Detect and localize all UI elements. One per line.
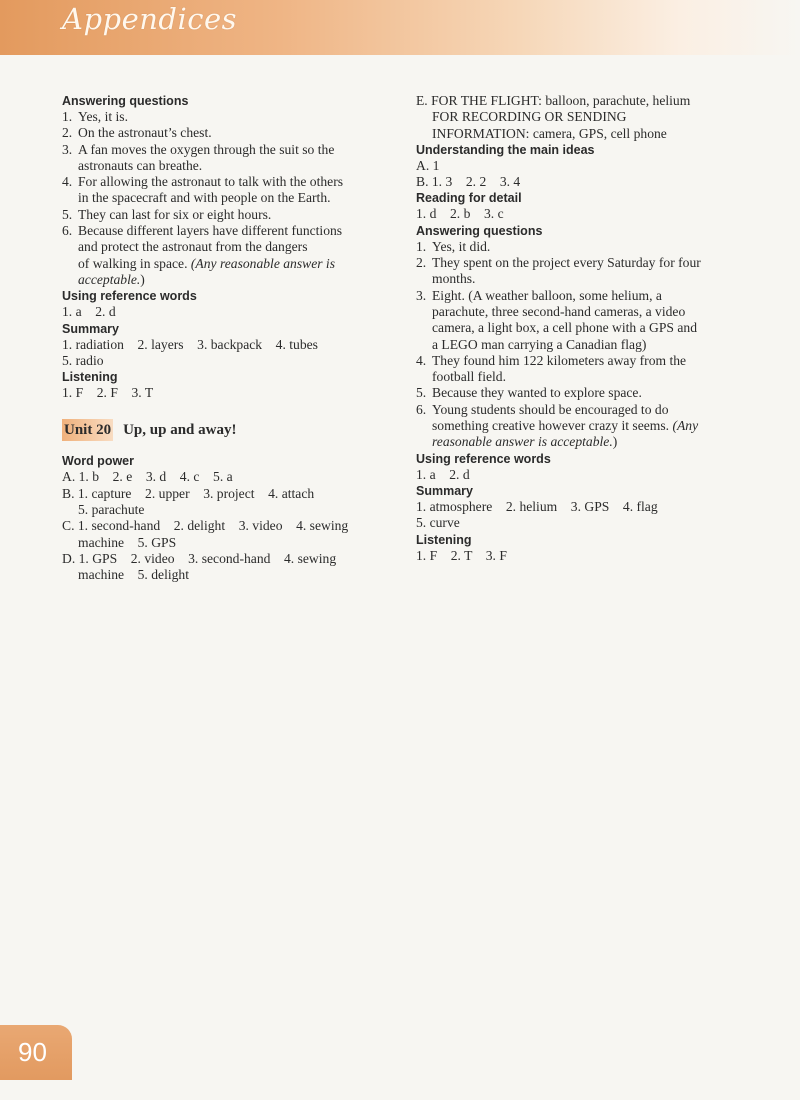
header-band — [0, 0, 800, 55]
answer-line: B. 1. capture 2. upper 3. project 4. attach — [62, 485, 315, 501]
section-heading: Answering questions — [416, 223, 543, 238]
unit-badge: Unit 20 — [62, 419, 113, 441]
section-heading: Listening — [416, 532, 472, 547]
section-heading: Using reference words — [62, 289, 197, 304]
answer-item: 3. Eight. (A weather balloon, some helium, a parachute, three second-hand cameras, a video camera, a light box, a cell phone with a GPS and a LEGO man carrying a Canadian flag) — [416, 287, 698, 352]
answer-line: 1. a 2. d — [62, 304, 116, 320]
answer-item: 2. On the astronaut’s chest. — [62, 125, 212, 141]
answer-line: machine 5. GPS — [78, 534, 177, 550]
answer-line: D. 1. GPS 2. video 3. second-hand 4. sewing — [62, 550, 337, 566]
answer-item: 4. They found him 122 kilometers away from the football field. — [416, 352, 687, 385]
answer-item: 6. Young students should be encouraged to do something creative however crazy it seems. (Any reasonable answer is acceptable.) — [416, 401, 699, 450]
answer-line: machine 5. delight — [78, 567, 189, 583]
answer-line: FOR RECORDING OR SENDING — [432, 109, 627, 125]
unit-header — [62, 419, 392, 441]
section-heading: Reading for detail — [416, 191, 522, 206]
page-number: 90 — [18, 1037, 47, 1067]
section-heading: Answering questions — [62, 94, 189, 108]
section-heading: Summary — [62, 321, 119, 336]
answer-item: 2. They spent on the project every Saturday for four months. — [416, 255, 701, 287]
section-heading: Word power — [62, 454, 134, 469]
answer-line: B. 1. 3 2. 2 3. 4 — [416, 174, 521, 190]
answer-item: 5. They can last for six or eight hours. — [62, 206, 272, 222]
answer-line: 1. d 2. b 3. c — [416, 206, 504, 222]
answer-line: 1. radiation 2. layers 3. backpack 4. tubes — [62, 336, 318, 352]
answer-line: INFORMATION: camera, GPS, cell phone — [432, 125, 667, 141]
answer-line: 1. F 2. F 3. T — [62, 385, 154, 401]
answer-line: 5. curve — [416, 515, 460, 531]
answer-line: C. 1. second-hand 2. delight 3. video 4. sewing — [62, 518, 349, 534]
answer-line: 5. parachute — [78, 502, 145, 518]
right-column — [416, 93, 761, 564]
answer-item: 5. Because they wanted to explore space. — [416, 385, 642, 401]
answer-item: 4. For allowing the astronaut to talk with the others in the spacecraft and with people on the Earth. — [62, 174, 344, 206]
answer-item: 1. Yes, it is. — [62, 109, 128, 124]
answer-item: 1. Yes, it did. — [416, 238, 491, 254]
answer-line: A. 1 — [416, 157, 440, 173]
section-heading: Using reference words — [416, 451, 551, 466]
page-number-badge — [0, 1025, 72, 1080]
answer-item: 3. A fan moves the oxygen through the suit so the astronauts can breathe. — [62, 141, 335, 173]
section-heading: Listening — [62, 370, 118, 385]
answer-line: 1. a 2. d — [416, 466, 470, 482]
section-heading: Understanding the main ideas — [416, 142, 595, 157]
answer-line: 1. F 2. T 3. F — [416, 547, 507, 563]
answer-item: 6. Because different layers have different functions and protect the astronaut from the dangers of walking in space. (Any reasonable answer is acceptable.) — [62, 223, 343, 287]
answer-line: 5. radio — [62, 352, 104, 368]
page-title: Appendices — [62, 2, 238, 36]
section-heading: Summary — [416, 483, 473, 498]
answer-line: 1. atmosphere 2. helium 3. GPS 4. flag — [416, 498, 658, 514]
unit-title: Up, up and away! — [123, 422, 237, 439]
left-column — [62, 93, 392, 584]
answer-line: E. FOR THE FLIGHT: balloon, parachute, helium — [416, 93, 691, 108]
answer-line: A. 1. b 2. e 3. d 4. c 5. a — [62, 469, 233, 485]
